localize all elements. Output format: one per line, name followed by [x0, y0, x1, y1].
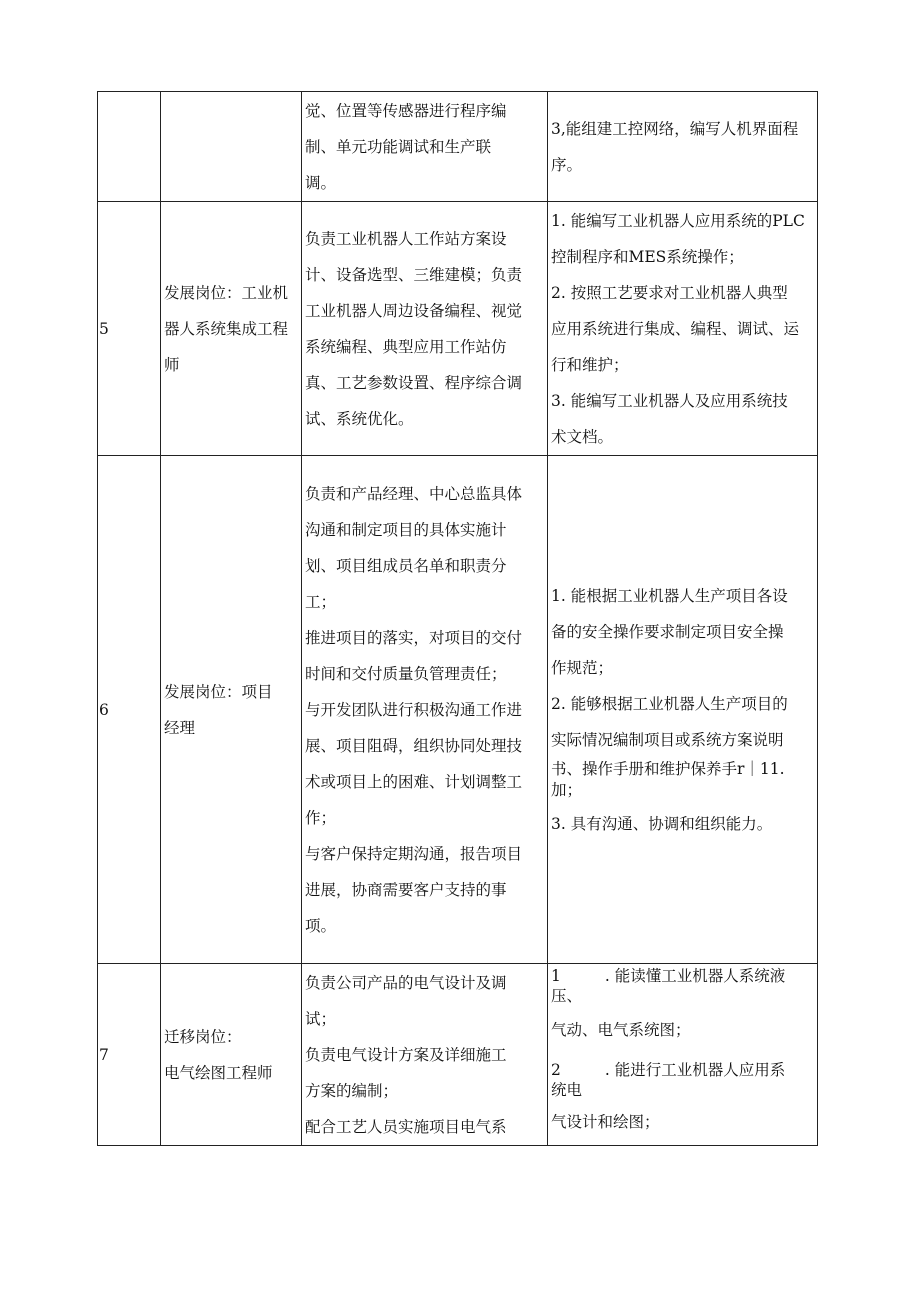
- ability-item: [551, 964, 815, 986]
- ability-line: 统电: [551, 1081, 583, 1099]
- ability-line: 压、: [551, 987, 583, 1005]
- row-number-cell: [98, 92, 161, 202]
- duty-line: 划、项目组成员名单和职责分: [305, 556, 507, 575]
- ability-line: 作规范；: [551, 658, 614, 677]
- ability-line: 2. 能够根据工业机器人生产项目的: [551, 694, 788, 713]
- position-cell: [161, 92, 302, 202]
- duty-line: 负责电气设计方案及详细施工: [305, 1045, 507, 1064]
- table-row: [98, 456, 818, 964]
- duty-line: 展、项目阻碍，组织协同处理技: [305, 736, 523, 755]
- position-cell: [161, 456, 302, 964]
- ability-item-text: . 能读懂工业机器人系统液: [604, 967, 786, 985]
- job-position-table: [97, 91, 818, 1146]
- ability-line: 书、操作手册和维护保养手r｜11.: [551, 759, 785, 778]
- duty-line: 觉、位置等传感器进行程序编: [305, 101, 507, 120]
- row-number-cell: 7: [98, 964, 161, 1146]
- ability-line: 实际情况编制项目或系统方案说明: [551, 730, 784, 749]
- duty-cell: [302, 202, 548, 456]
- ability-line: 序。: [551, 155, 583, 174]
- position-cell: [161, 202, 302, 456]
- ability-line: 3,能组建工控网络，编写人机界面程: [551, 119, 799, 138]
- ability-line: 气动、电气系统图；: [551, 1021, 691, 1039]
- duty-cell: [302, 92, 548, 202]
- duty-line: 计、设备选型、三维建模；负责: [305, 265, 523, 284]
- duty-line: 工业机器人周边设备编程、视觉: [305, 301, 523, 320]
- ability-item-number: 2: [551, 1061, 561, 1079]
- duty-line: 负责公司产品的电气设计及调: [305, 973, 507, 992]
- table-row: [98, 92, 818, 202]
- ability-line: 术文档。: [551, 427, 614, 446]
- duty-line: 系统编程、典型应用工作站仿: [305, 337, 507, 356]
- duty-line: 进展，协商需要客户支持的事: [305, 880, 507, 899]
- duty-line: 时间和交付质量负管理责任；: [305, 664, 507, 683]
- position-line: 电气绘图工程师: [164, 1063, 273, 1082]
- ability-line: 3. 能编写工业机器人及应用系统技: [551, 391, 788, 410]
- ability-item-number: 1: [551, 967, 561, 985]
- ability-line: 1. 能编写工业机器人应用系统的PLC: [551, 211, 805, 230]
- position-line: 发展岗位：工业机: [164, 283, 289, 302]
- ability-line: 控制程序和MES系统操作；: [551, 247, 744, 266]
- duty-cell: [302, 456, 548, 964]
- ability-item-text: . 能进行工业机器人应用系: [604, 1061, 786, 1079]
- duty-line: 试、系统优化。: [305, 409, 414, 428]
- duty-line: 真、工艺参数设置、程序综合调: [305, 373, 523, 392]
- duty-line: 调。: [305, 173, 337, 192]
- duty-line: 工；: [305, 592, 337, 611]
- duty-line: 配合工艺人员实施项目电气系: [305, 1117, 507, 1136]
- table-row: [98, 964, 818, 1146]
- duty-line: 项。: [305, 916, 337, 935]
- duty-line: 负责和产品经理、中心总监具体: [305, 484, 523, 503]
- ability-line: 加；: [551, 780, 583, 799]
- row-number-cell: 5: [98, 202, 161, 456]
- duty-line: 推进项目的落实，对项目的交付: [305, 628, 523, 647]
- row-number-cell: 6: [98, 456, 161, 964]
- ability-line: 应用系统进行集成、编程、调试、运: [551, 319, 800, 338]
- ability-cell: [548, 202, 818, 456]
- duty-line: 与客户保持定期沟通，报告项目: [305, 844, 523, 863]
- ability-line: 2. 按照工艺要求对工业机器人典型: [551, 283, 788, 302]
- ability-cell: [548, 456, 818, 964]
- duty-cell: [302, 964, 548, 1146]
- duty-line: 作；: [305, 808, 337, 827]
- table-row: [98, 202, 818, 456]
- ability-cell: [548, 92, 818, 202]
- duty-line: 沟通和制定项目的具体实施计: [305, 520, 507, 539]
- duty-line: 术或项目上的困难、计划调整工: [305, 772, 523, 791]
- duty-line: 试；: [305, 1009, 337, 1028]
- position-line: 器人系统集成工程: [164, 319, 289, 338]
- ability-line: 1. 能根据工业机器人生产项目各设: [551, 586, 788, 605]
- ability-item: [551, 1060, 815, 1080]
- ability-line: 备的安全操作要求制定项目安全操: [551, 622, 784, 641]
- duty-line: 方案的编制；: [305, 1081, 399, 1100]
- position-line: 经理: [164, 718, 196, 737]
- ability-line: 3. 具有沟通、协调和组织能力。: [551, 814, 773, 833]
- duty-line: 与开发团队进行积极沟通工作进: [305, 700, 523, 719]
- ability-line: 气设计和绘图；: [551, 1113, 660, 1131]
- position-line: 迁移岗位：: [164, 1027, 242, 1046]
- duty-line: 负责工业机器人工作站方案设: [305, 229, 507, 248]
- ability-cell: [548, 964, 818, 1146]
- duty-line: 制、单元功能调试和生产联: [305, 137, 492, 156]
- ability-line: 行和维护；: [551, 355, 629, 374]
- position-line: 发展岗位：项目: [164, 682, 273, 701]
- position-cell: [161, 964, 302, 1146]
- position-line: 师: [164, 355, 180, 374]
